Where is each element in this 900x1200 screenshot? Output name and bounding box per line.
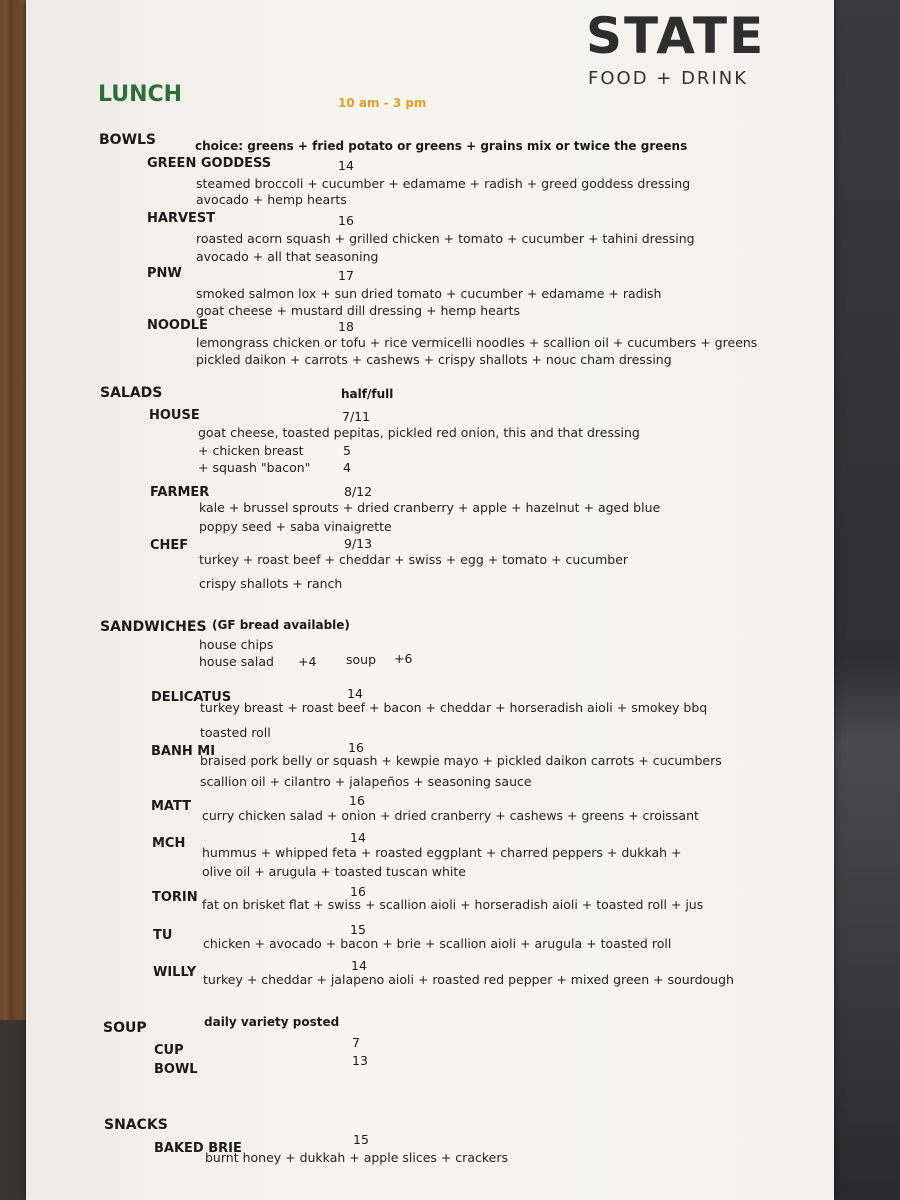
- item-name: BANH MI: [151, 744, 216, 759]
- item-name: WILLY: [153, 965, 197, 980]
- item-description: goat cheese, toasted pepitas, pickled red onion, this and that dressing: [198, 425, 640, 440]
- item-description: turkey breast + roast beef + bacon + cheddar + horseradish aioli + smokey bbq: [200, 700, 708, 715]
- item-price: 16: [348, 740, 364, 755]
- item-price: 14: [347, 686, 363, 701]
- item-name: NOODLE: [147, 318, 208, 333]
- item-price: 13: [352, 1053, 368, 1068]
- item-description: burnt honey + dukkah + apple slices + crackers: [205, 1150, 508, 1165]
- brand-logo: STATE: [586, 7, 766, 65]
- addon-price: 4: [343, 460, 351, 475]
- item-description: toasted roll: [200, 725, 271, 740]
- brand-tagline: FOOD + DRINK: [588, 68, 749, 89]
- item-description: hummus + whipped feta + roasted eggplant + charred peppers + dukkah +: [202, 845, 682, 860]
- item-description: poppy seed + saba vinaigrette: [199, 519, 392, 534]
- item-description: pickled daikon + carrots + cashews + crispy shallots + nouc cham dressing: [196, 352, 672, 367]
- item-name: TU: [153, 928, 173, 943]
- item-price: 16: [350, 884, 366, 899]
- section-heading-soup: SOUP: [103, 1020, 147, 1036]
- item-description: roasted acorn squash + grilled chicken + tomato + cucumber + tahini dressing: [196, 231, 695, 246]
- item-description: fat on brisket flat + swiss + scallion aioli + horseradish aioli + toasted roll + jus: [202, 897, 704, 912]
- item-name: HARVEST: [147, 211, 216, 226]
- item-description: turkey + cheddar + jalapeno aioli + roasted red pepper + mixed green + sourdough: [203, 972, 734, 987]
- item-description: avocado + hemp hearts: [196, 192, 347, 207]
- sandwiches-note: (GF bread available): [212, 618, 350, 632]
- item-description: olive oil + arugula + toasted tuscan white: [202, 864, 466, 879]
- item-name: CHEF: [150, 538, 189, 553]
- item-name: FARMER: [150, 485, 210, 500]
- menu-title: LUNCH: [98, 82, 183, 107]
- item-description: turkey + roast beef + cheddar + swiss + egg + tomato + cucumber: [199, 552, 629, 567]
- item-price: 16: [349, 793, 365, 808]
- item-name: BOWL: [154, 1062, 198, 1077]
- item-price: 7: [352, 1035, 360, 1050]
- menu-hours: 10 am - 3 pm: [338, 96, 427, 110]
- addon-label: + chicken breast: [198, 443, 304, 458]
- section-heading-snacks: SNACKS: [104, 1117, 168, 1133]
- item-price: 9/13: [344, 536, 373, 551]
- item-price: 14: [338, 158, 354, 173]
- item-name: PNW: [147, 266, 182, 281]
- item-price: 14: [350, 830, 366, 845]
- section-heading-salads: SALADS: [100, 385, 163, 401]
- item-description: braised pork belly or squash + kewpie mayo + pickled daikon carrots + cucumbers: [200, 753, 722, 768]
- item-description: chicken + avocado + bacon + brie + scallion aioli + arugula + toasted roll: [203, 936, 672, 951]
- item-price: 8/12: [344, 484, 373, 499]
- item-name: MATT: [151, 799, 192, 814]
- item-price: 15: [353, 1132, 369, 1147]
- soup-note: daily variety posted: [204, 1015, 340, 1029]
- item-description: avocado + all that seasoning: [196, 249, 379, 264]
- item-price: 15: [350, 922, 366, 937]
- side-option: house chips: [199, 637, 274, 652]
- item-name: MCH: [152, 836, 186, 851]
- side-option: house salad: [199, 654, 274, 669]
- item-name: GREEN GODDESS: [147, 156, 272, 171]
- item-description: goat cheese + mustard dill dressing + hemp hearts: [196, 303, 521, 318]
- item-description: kale + brussel sprouts + dried cranberry + apple + hazelnut + aged blue: [199, 500, 661, 515]
- item-description: smoked salmon lox + sun dried tomato + cucumber + edamame + radish: [196, 286, 662, 301]
- item-price: 14: [351, 958, 367, 973]
- item-description: lemongrass chicken or tofu + rice vermicelli noodles + scallion oil + cucumbers + greens: [196, 335, 758, 350]
- item-name: DELICATUS: [151, 690, 232, 705]
- salads-note: half/full: [341, 387, 394, 401]
- side-option: soup: [346, 652, 377, 667]
- item-description: crispy shallots + ranch: [199, 576, 343, 591]
- item-price: 17: [338, 268, 354, 283]
- addon-label: + squash "bacon": [198, 460, 311, 475]
- item-description: scallion oil + cilantro + jalapeños + seasoning sauce: [200, 774, 532, 789]
- item-description: curry chicken salad + onion + dried cranberry + cashews + greens + croissant: [202, 808, 699, 823]
- item-price: 7/11: [342, 409, 371, 424]
- addon-price: 5: [343, 443, 351, 458]
- item-name: TORIN: [152, 890, 198, 905]
- section-heading-bowls: BOWLS: [99, 132, 157, 148]
- item-price: 16: [338, 213, 354, 228]
- side-price: +4: [298, 654, 317, 669]
- item-name: HOUSE: [149, 408, 200, 423]
- item-description: steamed broccoli + cucumber + edamame + radish + greed goddess dressing: [196, 176, 691, 191]
- item-price: 18: [338, 319, 354, 334]
- side-price: +6: [394, 651, 413, 666]
- bowls-note: choice: greens + fried potato or greens + grains mix or twice the greens: [195, 139, 688, 153]
- item-name: BAKED BRIE: [154, 1141, 242, 1156]
- section-heading-sandwiches: SANDWICHES: [100, 619, 207, 635]
- item-name: CUP: [154, 1043, 184, 1058]
